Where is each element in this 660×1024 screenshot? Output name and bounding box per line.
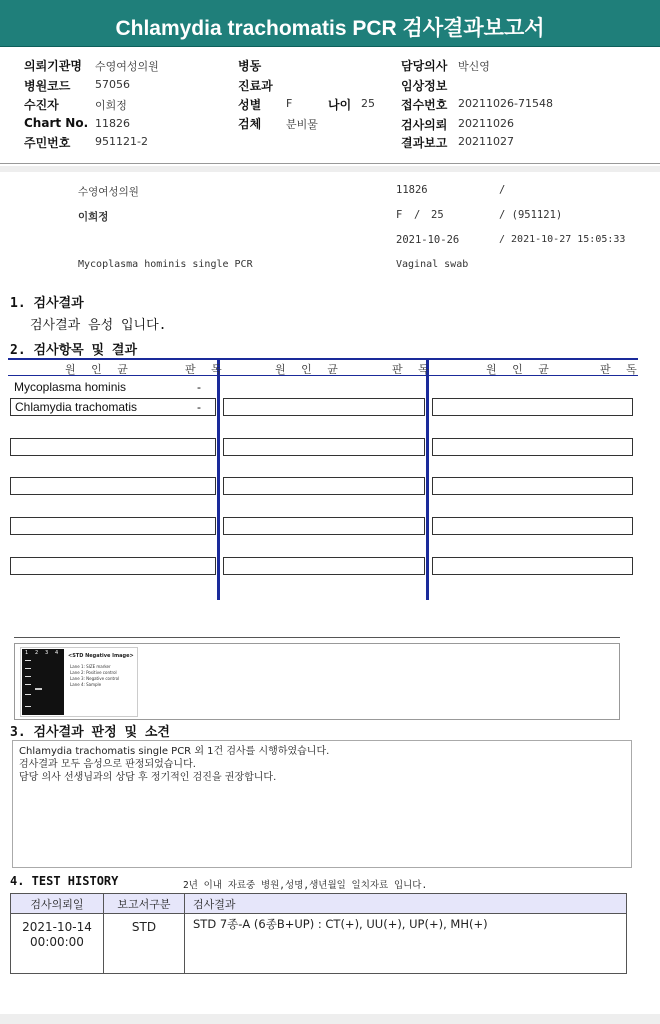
gel-band (25, 706, 31, 707)
value-age: 25 (361, 97, 375, 110)
gel-band (25, 676, 31, 677)
info-age: 25 (431, 209, 444, 221)
results-table-divider-1 (217, 358, 220, 600)
info-report-datetime: / 2021-10-27 15:05:33 (499, 234, 626, 245)
label-receipt-no: 접수번호 (401, 98, 448, 112)
section1-heading: 1. 검사결과 (10, 296, 84, 311)
gel-band (25, 694, 31, 695)
section3-heading: 3. 검사결과 판정 및 소견 (10, 725, 170, 740)
value-report-date: 20211027 (458, 135, 514, 148)
gel-legend-4: Lane 4: Sample (70, 682, 102, 687)
label-hospital-code: 병원코드 (24, 79, 71, 93)
table-row (11, 914, 627, 974)
history-col-result: 검사결과 (185, 894, 627, 914)
label-department: 진료과 (238, 79, 273, 93)
result-cell (223, 438, 425, 456)
gel-lane-3: 3 (45, 650, 49, 656)
result-cell (223, 557, 425, 575)
result-cell (432, 438, 633, 456)
result-cell (10, 438, 216, 456)
gel-panel-rule (14, 637, 620, 638)
page-bottom-bar (0, 1014, 660, 1024)
gel-lane-2: 2 (35, 650, 39, 656)
label-request-date: 검사의뢰 (401, 118, 448, 132)
info-slash-2: / (414, 209, 421, 221)
gel-legend-1: Lane 1: SIZE marker (70, 664, 111, 669)
result-cell (10, 557, 216, 575)
history-date: 2021-10-14 (22, 920, 92, 934)
th-result-2: 판 독 (392, 363, 435, 376)
result-cell (432, 557, 633, 575)
info-slash: / (499, 184, 506, 196)
info-clinic: 수영여성의원 (78, 186, 139, 198)
history-header-row (11, 894, 627, 914)
gel-legend-2: Lane 2: Positive control (70, 670, 117, 675)
section1-result-text: 검사결과 음성 입니다. (30, 318, 167, 333)
conclusion-line-2: 검사결과 모두 음성으로 판정되었습니다. (19, 759, 196, 770)
info-request-date: 2021-10-26 (396, 234, 460, 246)
value-doctor: 박신영 (458, 60, 490, 73)
gel-band (25, 660, 31, 661)
gel-title: <STD Negative Image> (68, 653, 134, 659)
th-result-1: 판 독 (185, 363, 228, 376)
history-col-date: 검사의뢰일 (11, 894, 104, 914)
value-request-date: 20211026 (458, 117, 514, 130)
info-name: 이희정 (78, 211, 109, 223)
result-cell (10, 477, 216, 495)
results-table-divider-2 (426, 358, 429, 600)
label-doctor: 담당의사 (401, 59, 448, 73)
conclusion-line-1: Chlamydia trachomatis single PCR 외 1건 검사를 시행하였습니다. (19, 746, 330, 757)
gel-legend-3: Lane 3: Negative control (70, 676, 120, 681)
history-result: STD 7종-A (6종B+UP) : CT(+), UU(+), UP(+), MH(+) (185, 914, 627, 974)
info-dob: / (951121) (499, 209, 563, 221)
info-chart: 11826 (396, 184, 428, 196)
row-organism-2: Chlamydia trachomatis (15, 400, 138, 414)
label-patient: 수진자 (24, 98, 59, 112)
row-result-2: - (197, 400, 201, 414)
label-clinical-info: 임상정보 (401, 79, 448, 93)
value-patient: 이희정 (95, 99, 127, 112)
value-receipt-no: 20211026-71548 (458, 97, 553, 110)
info-specimen: Vaginal swab (396, 259, 469, 270)
value-resident-no: 951121-2 (95, 135, 148, 148)
label-sex: 성별 (238, 98, 262, 112)
value-hospital-code: 57056 (95, 78, 130, 91)
result-cell (432, 517, 633, 535)
value-institution: 수영여성의원 (95, 60, 159, 73)
section2-heading: 2. 검사항목 및 결과 (10, 343, 138, 358)
label-report-date: 결과보고 (401, 136, 448, 150)
gel-lane-1: 1 (25, 650, 29, 656)
result-cell (223, 517, 425, 535)
gel-band (35, 688, 42, 690)
history-col-type: 보고서구분 (104, 894, 185, 914)
gel-band (25, 684, 31, 685)
gel-image (20, 647, 138, 717)
row-organism-1: Mycoplasma hominis (14, 380, 127, 394)
label-chart-no: Chart No. (24, 116, 89, 130)
header-separator (0, 166, 660, 172)
history-note: 2년 이내 자료중 병원,성명,생년월일 일치자료 입니다. (183, 880, 428, 891)
result-cell (223, 398, 425, 416)
conclusion-line-3: 담당 의사 선생님과의 상담 후 정기적인 검진을 권장합니다. (19, 772, 277, 783)
result-cell (432, 477, 633, 495)
row-result-1: - (197, 380, 201, 394)
th-organism-3: 원 인 균 (486, 363, 555, 376)
value-specimen: 분비물 (286, 118, 318, 131)
info-test-name: Mycoplasma hominis single PCR (78, 259, 253, 270)
label-ward: 병동 (238, 59, 262, 73)
th-organism-2: 원 인 균 (275, 363, 344, 376)
history-date-cell (11, 914, 104, 974)
result-cell (10, 517, 216, 535)
result-cell (432, 398, 633, 416)
gel-lane-4: 4 (55, 650, 59, 656)
history-table (10, 893, 627, 974)
label-specimen: 검체 (238, 117, 262, 131)
value-chart-no: 11826 (95, 117, 130, 130)
th-organism-1: 원 인 균 (65, 363, 134, 376)
label-resident-no: 주민번호 (24, 136, 71, 150)
report-title: Chlamydia trachomatis PCR 검사결과보고서 (0, 0, 660, 47)
label-institution: 의뢰기관명 (24, 59, 82, 73)
th-result-3: 판 독 (600, 363, 643, 376)
section4-heading: 4. TEST HISTORY (10, 874, 119, 888)
history-time: 00:00:00 (30, 935, 84, 949)
value-sex: F (286, 97, 293, 110)
results-table-top-rule (8, 358, 638, 360)
label-age: 나이 (328, 98, 352, 112)
info-sex: F (396, 209, 403, 221)
result-cell (223, 477, 425, 495)
gel-band (25, 668, 31, 669)
history-type: STD (104, 914, 185, 974)
